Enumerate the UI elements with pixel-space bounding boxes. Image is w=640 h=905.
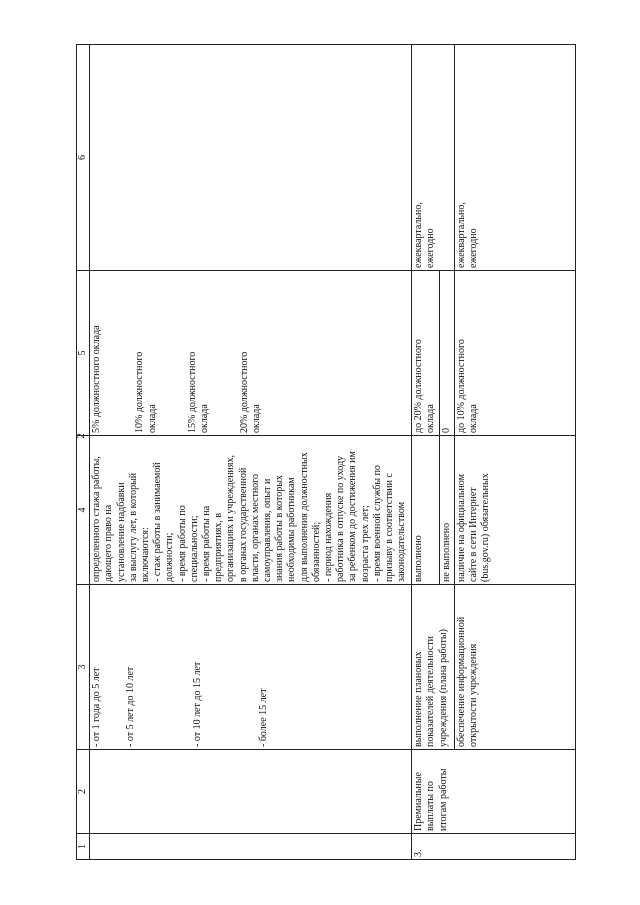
criteria-line: определенного стажа работы, (91, 456, 103, 582)
amount-15pct-suffix: оклада (199, 404, 211, 433)
section-title: Премиальные выплаты по итогам работы (412, 750, 576, 834)
period-plan: ежеквартально, ежегодно (412, 45, 455, 271)
cont-indicator-cell (90, 585, 412, 750)
header-row (77, 45, 90, 860)
criteria-line: знания работы в которых (274, 475, 286, 582)
seniority-1-5: - от 1 года до 5 лет (91, 667, 103, 747)
criteria-line: возраста трех лет; (359, 505, 371, 582)
section-number: 3. (412, 834, 576, 860)
criteria-line: необходимы работникам (286, 477, 298, 582)
cont-period-cell (90, 45, 412, 271)
premium-row-plan (412, 45, 439, 860)
criteria-line: обязанностей; (310, 521, 322, 582)
cont-amount-cell (90, 271, 412, 436)
cont-title-cell (90, 750, 412, 834)
header-col-3: 3 (77, 585, 90, 750)
seniority-10-15: - от 10 лет до 15 лет (191, 661, 203, 747)
continuation-row (90, 45, 412, 860)
criteria-line: для выполнения должностных (298, 452, 310, 582)
criteria-line: должности; (164, 532, 176, 582)
criterion-not-done: не выполнено (439, 436, 454, 585)
payments-table (76, 44, 576, 860)
criteria-line: самоуправления, опыт и (262, 478, 274, 582)
header-col-5: 5 (77, 271, 90, 436)
criteria-line: за ребенком до достижения им (347, 451, 359, 582)
criteria-line: работника в отпуске по уходу (335, 455, 347, 582)
criterion-done: выполнено (412, 436, 439, 585)
criterion-openness: наличие на официальном сайте в сети Интернет (bus.gov.ru) обязательных (454, 436, 575, 585)
seniority-15-plus: - более 15 лет (257, 688, 269, 747)
amount-not-done: 0 (439, 271, 454, 436)
header-col-4: 4 (77, 436, 90, 585)
rotated-table-sheet (76, 45, 576, 860)
criteria-line: - время работы на (201, 505, 213, 582)
premium-row-openness (454, 45, 575, 860)
seniority-5-10: - от 5 лет до 10 лет (125, 666, 137, 747)
criteria-line: - стаж работы в занимаемой (152, 462, 164, 582)
header-col-2: 2 (77, 750, 90, 834)
criteria-line: организациях и учреждениях, (225, 455, 237, 582)
indicator-openness: обеспечение информационной открытости учреждения (454, 585, 575, 750)
header-col-1: 1 (77, 834, 90, 860)
criteria-line: - период нахождения (323, 492, 335, 582)
amount-10pct: 10% должностного (134, 351, 146, 433)
criteria-line: специальности; (188, 515, 200, 582)
cont-num-cell (90, 834, 412, 860)
indicator-plan: выполнение плановых показателей деятельности учреждения (плана работы) (412, 585, 455, 750)
criteria-line: предприятиях, в (213, 512, 225, 582)
criteria-line: - время военной службы по (371, 465, 383, 582)
criteria-line: - время работы по (176, 505, 188, 582)
criteria-line: включаются: (140, 527, 152, 582)
amount-done: до 20% должностного оклада (412, 271, 439, 436)
criteria-line: дающего право на (103, 504, 115, 582)
criteria-line: власти, органах местного (249, 473, 261, 582)
cont-criteria-cell (90, 436, 412, 585)
amount-15pct: 15% должностного (186, 351, 198, 433)
header-col-6: 6 (77, 45, 90, 271)
amount-20pct-suffix: оклада (251, 404, 263, 433)
criteria-line: в органах государственной (237, 467, 249, 582)
criteria-line: за выслугу лет, в который (127, 472, 139, 582)
criteria-line: установление надбавки (115, 482, 127, 582)
amount-20pct: 20% должностного (239, 351, 251, 433)
criteria-line: законодательством (396, 501, 408, 582)
period-openness: ежеквартально, ежегодно (454, 45, 575, 271)
criteria-line: призыву в соответствии с (384, 473, 396, 582)
amount-5pct: 5% должностного оклада (91, 325, 103, 433)
amount-10pct-suffix: оклада (146, 404, 158, 433)
page-number: 2 (75, 433, 87, 439)
amount-openness: до 10% должностного оклада (454, 271, 575, 436)
